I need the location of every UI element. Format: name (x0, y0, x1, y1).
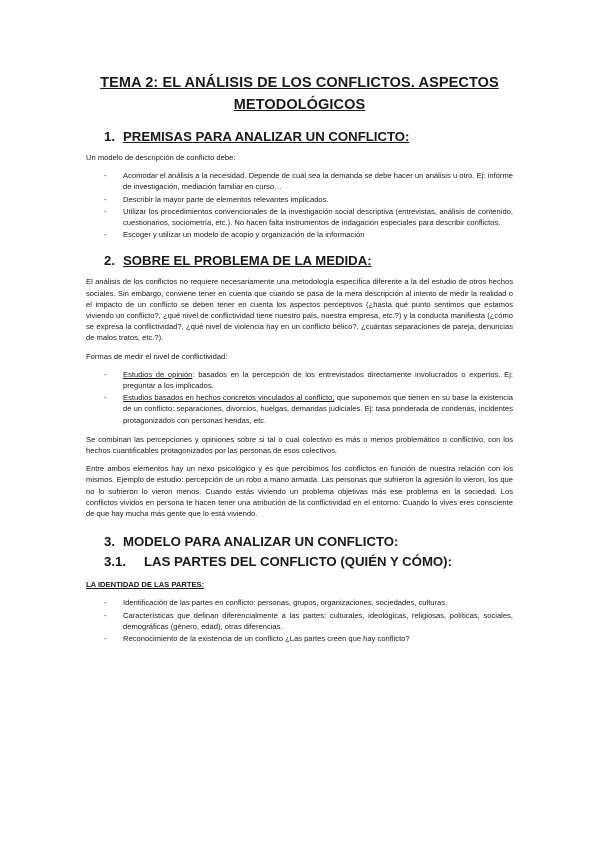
section-2-paragraph-2: Se combinan las percepciones y opiniones sobre si tal o cual colectivo es más o menos problemático o conflictivo, con los hechos cuantificables protagonizados por las personas de esos colectivos. (86, 434, 513, 456)
list-item-underlined: Estudios de opinión (123, 369, 193, 379)
list-item: - Acomodar el análisis a la necesidad. Depende de cuál sea la demanda se debe hacer un análisis u otro. Ej: informe de investigación, mediación familiar en curso… (86, 170, 513, 192)
list-item (86, 369, 513, 391)
title-line-1: TEMA 2: EL ANÁLISIS DE LOS CONFLICTOS. ASPECTOS (100, 75, 499, 91)
subsection-3-1-heading (86, 553, 513, 571)
list-item: - Describir la mayor parte de elementos relevantes implicados. (86, 194, 513, 205)
section-1-intro: Un modelo de descripción de conflicto debe: (86, 153, 236, 162)
list-item: - Reconocimiento de la existencia de un conflicto ¿Las partes creen que hay conflicto? (86, 633, 513, 644)
list-item: - Identificación de las partes en conflicto: personas, grupos, organizaciones, sociedades, culturas. (86, 597, 513, 608)
list-item: - Características que definan diferencialmente a las partes: culturales, ideológicas, religiosas, políticas, sociales, demográficas (género, edad), otras diferencias. (86, 610, 513, 632)
section-3-heading (86, 533, 513, 551)
section-3-title: MODELO PARA ANALIZAR UN CONFLICTO: (123, 534, 399, 550)
section-3-list (86, 597, 513, 644)
section-1-heading (86, 128, 513, 146)
section-3-number: 3. (104, 534, 115, 550)
document-title (86, 72, 513, 116)
section-2-title: SOBRE EL PROBLEMA DE LA MEDIDA: (123, 253, 372, 269)
section-2-list (86, 369, 513, 426)
section-2-forms-label: Formas de medir el nivel de conflictividad: (86, 351, 228, 361)
subsection-3-1-title: LAS PARTES DEL CONFLICTO (QUIÉN Y CÓMO): (144, 554, 452, 570)
list-item-underlined: Estudios basados en hechos concretos vinculados al conflicto, (123, 393, 335, 403)
subsection-3-1-number: 3.1. (104, 554, 126, 570)
section-2-paragraph-1: El análisis de los conflictos no requiere necesariamente una metodología específica diferente a la del estudio de otros hechos sociales. Sin embargo, conviene tener en cuenta que cuando se pasa de la mera descripción al intento de medir la realidad o el impacto de un conflicto se deben tener en cuenta los aspectos perceptivos (¿hasta qué punto sentimos que estamos viviendo un conflicto?, ¿qué nivel de conflictividad tiene nuestro país, nuestra empresa, etc.?) y la conducta manifiesta (¿cómo se expresa la conflictividad?, ¿qué nivel de violencia hay en un conflicto bélico?, ¿cuántas separaciones de pareja, denuncias de malos tratos, etc.?). (86, 277, 513, 343)
list-item: - Escoger y utilizar un modelo de acopio y organización de la información (86, 229, 513, 240)
identity-label: LA IDENTIDAD DE LAS PARTES: (86, 580, 205, 590)
list-item-text: que suponemos que tienen en su base la existencia de un conflicto: separaciones, divorcios, huelgas, demandas judiciales. Ej: tasa ponderada de condenas, incidentes protagonizados con personas heridas, etc. (123, 393, 513, 425)
section-2-paragraph-3: Entre ambos elementos hay un nexo psicológico y es que percibimos los conflictos en función de nuestra relación con los mismos. Ejemplo de estudio: percepción de un robo a mano armada. Las personas que sufrieron la agresión lo vieron, los que no lo sufrieron lo vieron menos. Cuando estás viviendo un problema objetivas más ese problema en la sociedad. Los conflictos vividos en persona te hacen tener una atribución de la conflictividad en el entorno. Cuando lo vives eres consciente de que hay mucha más gente que lo está viviendo. (86, 464, 513, 519)
list-item-text: : basados en la percepción de los entrevistados directamente involucrados o expertos. Ej: preguntar a los implicados. (123, 369, 513, 391)
list-item (86, 392, 513, 426)
section-2-number: 2. (104, 253, 115, 269)
section-2-heading (86, 252, 513, 270)
section-1-number: 1. (104, 129, 115, 144)
title-line-2: METODOLÓGICOS (233, 97, 366, 113)
section-1-list (86, 170, 513, 240)
section-1-title: PREMISAS PARA ANALIZAR UN CONFLICTO: (123, 129, 410, 144)
list-item: - Utilizar los procedimientos convencionales de la investigación social descriptiva (entrevistas, análisis de contenido, cuestionarios, sociometría, etc.). No hacen falta instrumentos de indagación especiales para describir conflictos. (86, 206, 513, 228)
